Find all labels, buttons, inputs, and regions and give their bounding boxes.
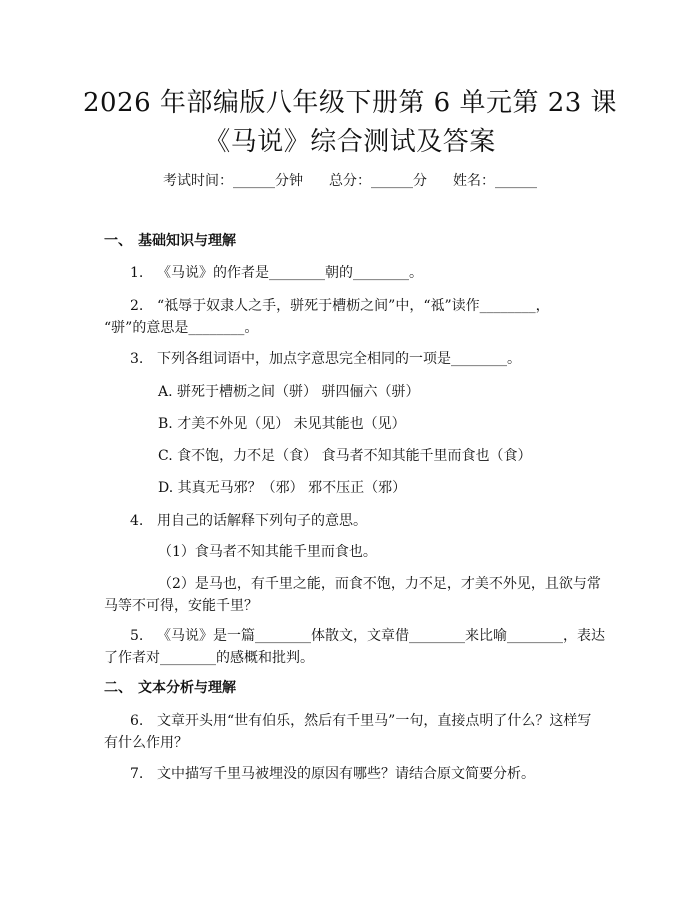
- sub-question-2: （2）是马也，有千里之能，而食不饱，力不足，才美不外见，且欲与常: [158, 576, 601, 592]
- sub-question-1: （1）食马者不知其能千里而食也。: [158, 544, 377, 560]
- option-b: B. 才美不外见（见） 未见其能也（见）: [158, 416, 406, 432]
- option-c: C. 食不饱，力不足（食） 食马者不知其能千里而食也（食）: [158, 448, 532, 464]
- question-2-continuation: “骈”的意思是________。: [104, 320, 259, 336]
- exam-name-field: 姓名：______: [453, 173, 537, 189]
- exam-time-field: 考试时间：______分钟: [163, 173, 303, 189]
- question-number: 6.: [130, 713, 144, 729]
- question-2: [130, 295, 550, 315]
- question-7: [130, 763, 535, 783]
- section-title: 基础知识与理解: [138, 233, 236, 249]
- exam-score-field: 总分：______分: [329, 173, 427, 189]
- section-title: 文本分析与理解: [138, 680, 236, 696]
- document-title-line-1: 2026 年部编版八年级下册第 6 单元第 23 课: [82, 88, 618, 118]
- option-d: D. 其真无马邪？（邪） 邪不压正（邪）: [158, 480, 407, 496]
- section-heading-2: [104, 677, 236, 697]
- question-4: [130, 510, 367, 530]
- question-text: 下列各组词语中，加点字意思完全相同的一项是________。: [157, 351, 521, 367]
- question-6-continuation: 有什么作用？: [104, 735, 188, 751]
- section-heading-1: [104, 230, 236, 250]
- question-number: 5.: [130, 628, 144, 644]
- question-number: 3.: [130, 351, 144, 367]
- section-number: 一、: [104, 233, 132, 249]
- question-5-continuation: 了作者对________的感概和批判。: [104, 650, 314, 666]
- exam-info: [0, 170, 700, 190]
- sub-question-2-continuation: 马等不可得，安能千里？: [104, 598, 258, 614]
- question-number: 7.: [130, 766, 144, 782]
- question-6: [130, 710, 591, 730]
- question-number: 1.: [130, 265, 144, 281]
- section-number: 二、: [104, 680, 132, 696]
- option-a: A. 骈死于槽枥之间（骈） 骈四俪六（骈）: [158, 384, 420, 400]
- question-number: 2.: [130, 298, 144, 314]
- question-text: 《马说》的作者是________朝的________。: [157, 265, 423, 281]
- question-text: 用自己的话解释下列句子的意思。: [157, 513, 367, 529]
- question-text: 文中描写千里马被埋没的原因有哪些？请结合原文简要分析。: [157, 766, 535, 782]
- question-text: “祗辱于奴隶人之手，骈死于槽枥之间”中，“祗”读作________，: [157, 298, 550, 314]
- document-title-line-2: 《马说》综合测试及答案: [204, 127, 496, 157]
- question-3: [130, 348, 521, 368]
- question-5: [130, 625, 605, 645]
- question-1: [130, 262, 423, 282]
- question-text: 《马说》是一篇________体散文，文章借________来比喻________，表达: [157, 628, 605, 644]
- question-text: 文章开头用“世有伯乐，然后有千里马”一句，直接点明了什么？这样写: [157, 713, 592, 729]
- question-number: 4.: [130, 513, 144, 529]
